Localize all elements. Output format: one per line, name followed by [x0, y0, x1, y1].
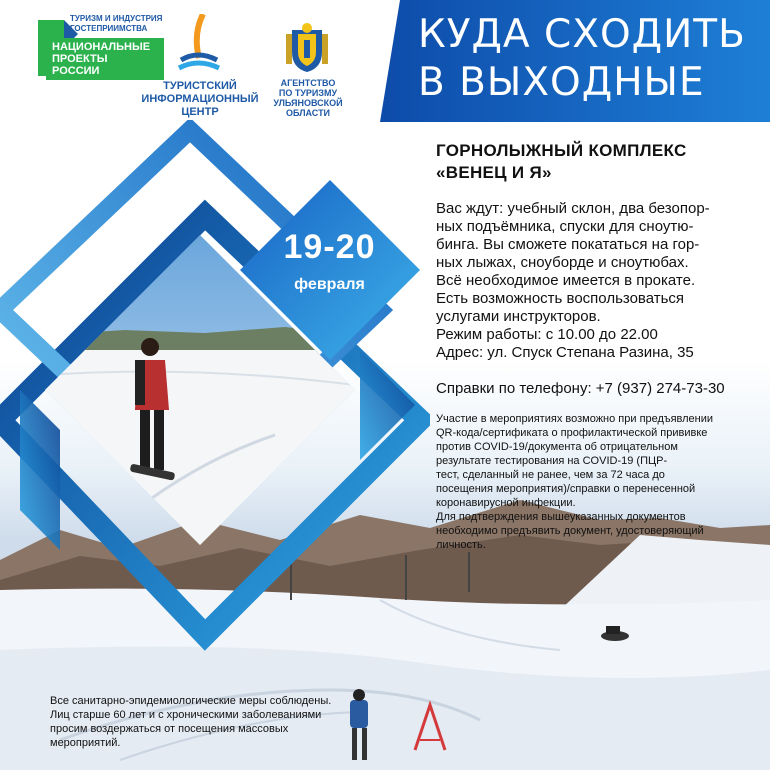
- agency-line1: АГЕНТСТВО: [280, 78, 336, 88]
- working-hours: Режим работы: с 10.00 до 22.00: [436, 326, 658, 343]
- event-date-month: февраля: [294, 276, 365, 293]
- address: Адрес: ул. Спуск Степана Разина, 35: [436, 344, 694, 361]
- tic-line3: ЦЕНТР: [181, 106, 219, 118]
- date-diamond: [240, 180, 420, 360]
- tourist-center-icon: [173, 14, 223, 76]
- tic-line2: ИНФОРМАЦИОННЫЙ: [141, 93, 259, 105]
- agency-line4: ОБЛАСТИ: [285, 108, 331, 118]
- covid-notice-line: необходимо предъявить документ, удостоверяющий: [436, 525, 704, 537]
- logo-tourism-agency: [258, 78, 358, 118]
- covid-notice-line: коронавирусной инфекции.: [436, 497, 576, 509]
- logo-national-projects: [38, 12, 163, 84]
- national-line1: ТУРИЗМ И ИНДУСТРИЯ: [70, 14, 163, 23]
- banner-title-line2: В ВЫХОДНЫЕ: [418, 60, 705, 105]
- covid-notice-line: тест, сделанный не ранее, чем за 72 часа до: [436, 469, 665, 481]
- covid-notice-line: личность.: [436, 539, 486, 551]
- description-line: бинга. Вы сможете покататься на гор-: [436, 236, 700, 253]
- covid-notice-line: результате тестирования на COVID-19 (ПЦР-: [436, 455, 668, 467]
- logo-tourist-info-center: [140, 80, 260, 119]
- national-line3: НАЦИОНАЛЬНЫЕ: [52, 41, 151, 53]
- agency-line3: УЛЬЯНОВСКОЙ: [273, 98, 343, 108]
- national-line4: ПРОЕКТЫ: [52, 53, 108, 65]
- description-line: Вас ждут: учебный склон, два безопор-: [436, 200, 710, 217]
- sanitary-note-line: просим воздержаться от посещения массовых: [50, 723, 289, 735]
- tic-line1: ТУРИСТСКИЙ: [163, 80, 237, 92]
- event-title-line1: ГОРНОЛЫЖНЫЙ КОМПЛЕКС: [436, 141, 687, 160]
- event-date-range: 19-20: [283, 228, 376, 266]
- event-title-line2: «ВЕНЕЦ И Я»: [436, 163, 552, 182]
- agency-line2: ПО ТУРИЗМУ: [278, 88, 338, 98]
- description-line: Всё необходимое имеется в прокате.: [436, 272, 696, 289]
- covid-notice-line: Участие в мероприятиях возможно при предъявлении: [436, 413, 714, 425]
- phone-info: Справки по телефону: +7 (937) 274-73-30: [436, 380, 725, 397]
- sanitary-note-line: мероприятий.: [50, 737, 121, 749]
- national-line2: ГОСТЕПРИИМСТВА: [70, 24, 148, 33]
- covid-notice-line: Для подтверждения вышеуказанных документов: [436, 511, 686, 523]
- national-line5: РОССИИ: [52, 65, 100, 77]
- covid-notice-line: QR-кода/сертификата о профилактической прививке: [436, 427, 708, 439]
- coat-of-arms-icon: [282, 22, 332, 74]
- sanitary-note-line: Лиц старше 60 лет и с хроническими заболеваниями: [50, 709, 322, 721]
- event-title: [436, 140, 756, 184]
- covid-notice-line: посещения мероприятия)/справки о перенесенной: [436, 483, 696, 495]
- sanitary-note-line: Все санитарно-эпидемиологические меры соблюдены.: [50, 695, 332, 707]
- description-line: ных лыжах, сноуборде и сноутюбах.: [436, 254, 689, 271]
- description-line: ных подъёмника, спуски для сноутю-: [436, 218, 694, 235]
- covid-notice-line: против COVID-19/документа об отрицательном: [436, 441, 678, 453]
- description-line: услугами инструкторов.: [436, 308, 601, 325]
- banner-title-line1: КУДА СХОДИТЬ: [418, 12, 746, 57]
- description-line: Есть возможность воспользоваться: [436, 290, 685, 307]
